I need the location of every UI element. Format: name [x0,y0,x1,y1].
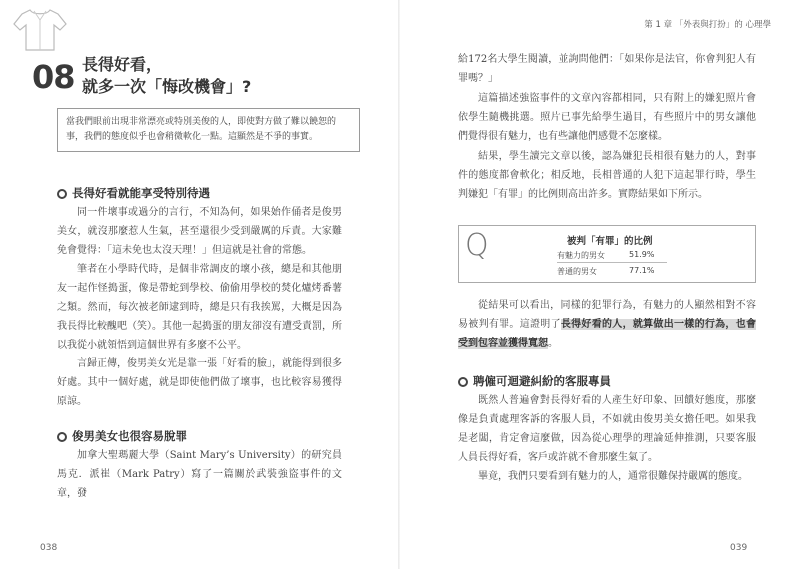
left-page [0,0,399,569]
shirt-outline-icon [12,6,68,54]
circle-bullet-icon [57,432,67,442]
text-run: 從結果可以看出，同樣的犯罪行為，有魅力的人顯然相對不容易被判有罪。這證明了 [458,300,756,330]
paragraph: 加拿大聖瑪麗大學（Saint Mary’s University）的研究員馬克．派崔（Mark Patry）寫了一篇關於武裝強盜事件的文章，發 [57,450,342,499]
circle-bullet-icon [458,377,468,387]
result-box [458,225,756,283]
section-heading-text: 長得好看就能享受特別待遇 [72,186,210,200]
result-value: 77.1% [629,266,655,275]
paragraph: 同一件壞事或過分的言行，不知為何，如果始作俑者是俊男美女，就沒那麼惹人生氣，甚至還很少受到嚴厲的斥責。大家難免會覺得：「這未免也太沒天理！」但這就是社會的常態。 [57,207,342,256]
section-heading-special-treatment [57,185,210,201]
paragraph: 言歸正傳，俊男美女光是靠一張「好看的臉」，就能得到很多好處。其中一個好處，就是即使他們做了壞事，也比較容易獲得原諒。 [57,358,342,407]
summary-box: 當我們眼前出現非常漂亮或特別美俊的人，即使對方做了難以饒恕的事，我們的態度似乎也會稍微軟化一點。這顯然是不爭的事實。 [57,108,360,152]
chapter-title [82,54,251,98]
paragraph: 筆者在小學時代時，是個非常調皮的壞小孩，總是和其他朋友一起作怪搗蛋，像是帶蛇到學校、偷偷用學校的焚化爐烤番薯之類。然而，每次被老師逮到時，總是只有我挨罵，大概是因為我長得比較醜吧（笑）。其他一起搗蛋的朋友卻沒有遭受責罰，所以我從小就領悟到這個世界有多麼不公平。 [57,264,342,351]
paragraph: 畢竟，我們只要看到有魅力的人，通常很難保持嚴厲的態度。 [478,471,748,482]
right-page [400,0,799,569]
circle-bullet-icon [57,189,67,199]
page-number: 039 [730,543,748,553]
paragraph: 給172名大學生閱讀，並詢問他們：「如果你是法官，你會判犯人有罪嗎？」 [458,54,756,84]
paragraph: 結果，學生讀完文章以後，認為嫌犯長相很有魅力的人，對事件的態度都會軟化；相反地，長相普通的人犯下這起罪行時，學生判嫌犯「有罪」的比例則高出許多。實際結果如下所示。 [458,151,756,200]
section-heading-customer-service [458,373,611,389]
result-label: 普通的男女 [557,267,597,276]
result-row [557,250,655,261]
q-letter: Q [465,228,489,263]
chapter-number: 08 [32,58,75,96]
result-value: 51.9% [629,250,655,259]
section-heading-escape-guilt [57,428,187,444]
chapter-title-line2: 就多一次「悔改機會」? [82,77,252,96]
row-divider [557,262,667,263]
page-number: 038 [40,543,58,553]
paragraph: 這篇描述強盜事件的文章內容都相同，只有附上的嫌犯照片會依學生隨機挑選。照片已事先給學生過目，有些照片中的男女讓他們覺得很有魅力，也有些讓他們感覺不怎麼樣。 [458,93,756,142]
section-heading-text: 俊男美女也很容易脫罪 [72,429,187,443]
highlighted-text: 長得好看的人，就算做出一樣的行為，也 [560,319,747,330]
text-run: 。 [548,338,558,349]
section-heading-text: 聘僱可迴避糾紛的客服專員 [473,374,611,388]
result-title: 被判「有罪」的比例 [567,236,653,247]
paragraph-conclusion [458,296,756,353]
chapter-title-line1: 長得好看， [82,55,163,74]
result-row [557,266,655,277]
highlighted-text: 會受到包容並獲得寬恕 [458,319,757,349]
running-head: 第 1 章 「外表與打扮」的 心理學 [644,20,771,30]
result-label: 有魅力的男女 [557,251,605,260]
paragraph: 既然人普遍會對長得好看的人產生好印象、回饋好態度，那麼像是負責處理客訴的客服人員，不如就由俊男美女擔任吧。如果我是老闆，肯定會這麼做，因為從心理學的理論延伸推測，只要客服人員長得好看，客戶或許就不會那麼生氣了。 [458,395,756,463]
